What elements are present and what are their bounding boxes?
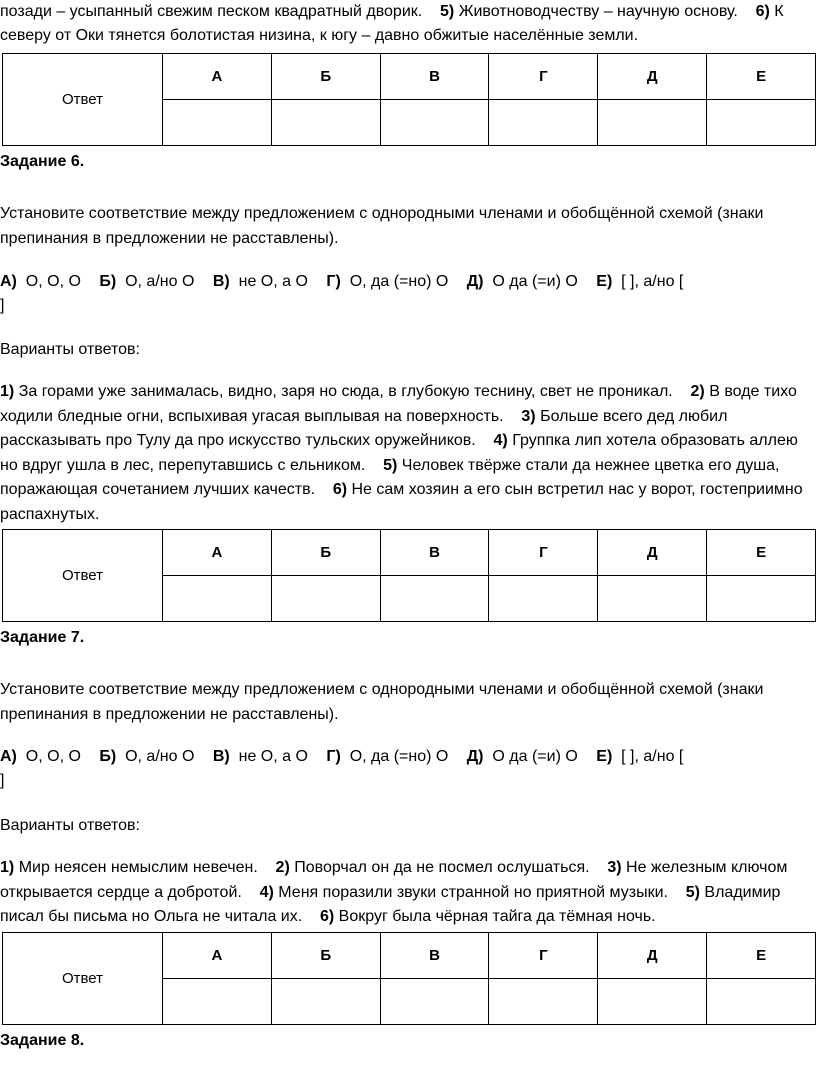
column-header: Д [598, 530, 707, 576]
answer-cell[interactable] [707, 979, 816, 1025]
scheme-text: не О, а О [238, 273, 308, 290]
answer-cell[interactable] [271, 576, 380, 622]
answer-cell[interactable] [598, 576, 707, 622]
scheme-text: О да (=и) О [492, 748, 578, 765]
variant-key: 5) [685, 883, 700, 901]
scheme-key: В) [212, 748, 230, 765]
column-header: Д [598, 933, 707, 979]
answer-cell[interactable] [163, 979, 272, 1025]
column-header: А [163, 933, 272, 979]
top-text-fragment: позади – усыпанный свежим песком квадратный дворик. [0, 3, 423, 20]
variant-text: За горами уже занималась, видно, заря но сюда, в глубокую теснину, свет не проникал. [18, 383, 673, 400]
task-7-schemes [0, 745, 816, 770]
column-header: Г [489, 54, 598, 100]
variant-key: 4) [493, 432, 508, 449]
item-number: 5) [440, 3, 455, 20]
top-text-fragment: К [774, 3, 784, 20]
scheme-text: [ ], а/но [ [621, 273, 684, 290]
answer-cell[interactable] [598, 979, 707, 1025]
scheme-key: Г) [326, 273, 341, 290]
scheme-key: А) [0, 273, 17, 290]
answer-cell[interactable] [489, 576, 598, 622]
scheme-text: не О, а О [238, 748, 308, 765]
variant-text: В воде тихо ходили бледные огни, вспыхивая угасая выплывая на поверхность. [0, 383, 797, 425]
variant-key: 4) [259, 883, 274, 901]
column-header: Б [271, 530, 380, 576]
task-6-title: Задание 6. [0, 153, 85, 170]
variant-key: 2) [690, 383, 705, 400]
variant-key: 3) [607, 859, 622, 876]
scheme-key: Д) [466, 748, 484, 765]
answer-cell[interactable] [489, 100, 598, 146]
answer-cell[interactable] [380, 100, 489, 146]
variant-text: Поворчал он да не посмел ослушаться. [294, 859, 590, 876]
answer-label: Ответ [3, 54, 163, 146]
variant-text: Человек твёрже стали да нежнее цветка его душа, поражающая сочетанием лучших качеств. [0, 456, 780, 498]
task-6-variants [0, 380, 805, 527]
answer-table [2, 529, 816, 622]
answer-cell[interactable] [707, 100, 816, 146]
column-header: Е [707, 530, 816, 576]
answer-cell[interactable] [707, 576, 816, 622]
column-header: Д [598, 54, 707, 100]
column-header: В [380, 54, 489, 100]
variant-text: Меня поразили звуки странной но приятной музыки. [278, 883, 668, 901]
task-6-variants-label: Варианты ответов: [0, 341, 140, 358]
variant-key: 2) [275, 859, 290, 876]
scheme-text: О, О, О [25, 273, 81, 290]
scheme-text: [ ], а/но [ [621, 748, 684, 765]
answer-cell[interactable] [271, 979, 380, 1025]
scheme-text: О, а/но О [125, 273, 195, 290]
answer-cell[interactable] [163, 576, 272, 622]
scheme-key: Е) [596, 748, 613, 765]
variant-text: Больше всего дед любил рассказывать про Тулу да про искусство тульских оружейников. [0, 407, 728, 449]
answer-cell[interactable] [271, 100, 380, 146]
column-header: В [380, 933, 489, 979]
scheme-key: В) [212, 273, 230, 290]
answer-label: Ответ [3, 933, 163, 1025]
answer-cell[interactable] [598, 100, 707, 146]
answer-label: Ответ [3, 530, 163, 622]
variant-text: Группка лип хотела образовать аллею но вдруг ушла в лес, перепутавшись с ельником. [0, 432, 798, 474]
scheme-text: О, да (=но) О [349, 748, 449, 765]
scheme-key: Д) [466, 273, 484, 290]
answer-cell[interactable] [380, 576, 489, 622]
scheme-key: Е) [596, 273, 613, 290]
variant-key: 5) [383, 456, 398, 474]
variant-text: Мир неясен немыслим невечен. [18, 859, 258, 876]
column-header: Е [707, 933, 816, 979]
scheme-key: А) [0, 748, 17, 765]
column-header: В [380, 530, 489, 576]
answer-cell[interactable] [489, 979, 598, 1025]
scheme-text: О, да (=но) О [349, 273, 449, 290]
task-7-title: Задание 7. [0, 629, 85, 646]
variant-text: Вокруг была чёрная тайга да тёмная ночь. [338, 908, 656, 925]
top-text-fragment: северу от Оки тянется болотистая низина, к югу – давно обжитые населённые земли. [0, 27, 639, 44]
answer-table [2, 932, 816, 1025]
top-text-line-1 [0, 0, 816, 25]
item-number: 6) [755, 3, 770, 20]
variant-text: Не сам хозяин а его сын встретил нас у ворот, гостеприимно распахнутых. [0, 481, 803, 523]
scheme-text: О да (=и) О [492, 273, 578, 290]
top-text-fragment: Животноводчеству – научную основу. [458, 3, 738, 20]
task-6-scheme-tail: ] [0, 297, 5, 314]
scheme-text: О, О, О [25, 748, 81, 765]
answer-cell[interactable] [380, 979, 489, 1025]
variant-text: Не железным ключом открывается сердце а добротой. [0, 859, 788, 901]
task-7-variants-label: Варианты ответов: [0, 817, 140, 834]
column-header: А [163, 530, 272, 576]
variant-text: Владимир писал бы письма но Ольга не читала их. [0, 883, 781, 925]
column-header: Е [707, 54, 816, 100]
variant-key: 3) [521, 407, 536, 425]
task-8-title: Задание 8. [0, 1032, 85, 1049]
task-6-instruction: Установите соответствие между предложением с однородными членами и обобщённой схемой (знаки препинания в предложении не расставлены). [0, 205, 764, 247]
column-header: А [163, 54, 272, 100]
variant-key: 6) [332, 481, 348, 498]
column-header: Г [489, 530, 598, 576]
variant-key: 1) [0, 859, 15, 876]
top-text-line-2 [0, 24, 816, 49]
task-7-variants [0, 856, 800, 930]
scheme-key: Г) [326, 748, 341, 765]
scheme-key: Б) [99, 273, 117, 290]
variant-key: 1) [0, 383, 15, 400]
task-7-scheme-tail: ] [0, 772, 5, 789]
task-6-schemes [0, 270, 816, 295]
column-header: Б [271, 54, 380, 100]
scheme-key: Б) [99, 748, 117, 765]
column-header: Г [489, 933, 598, 979]
column-header: Б [271, 933, 380, 979]
variant-key: 6) [319, 908, 335, 925]
answer-cell[interactable] [163, 100, 272, 146]
answer-table [2, 53, 816, 146]
scheme-text: О, а/но О [125, 748, 195, 765]
task-7-instruction: Установите соответствие между предложением с однородными членами и обобщённой схемой (знаки препинания в предложении не расставлены). [0, 681, 764, 723]
